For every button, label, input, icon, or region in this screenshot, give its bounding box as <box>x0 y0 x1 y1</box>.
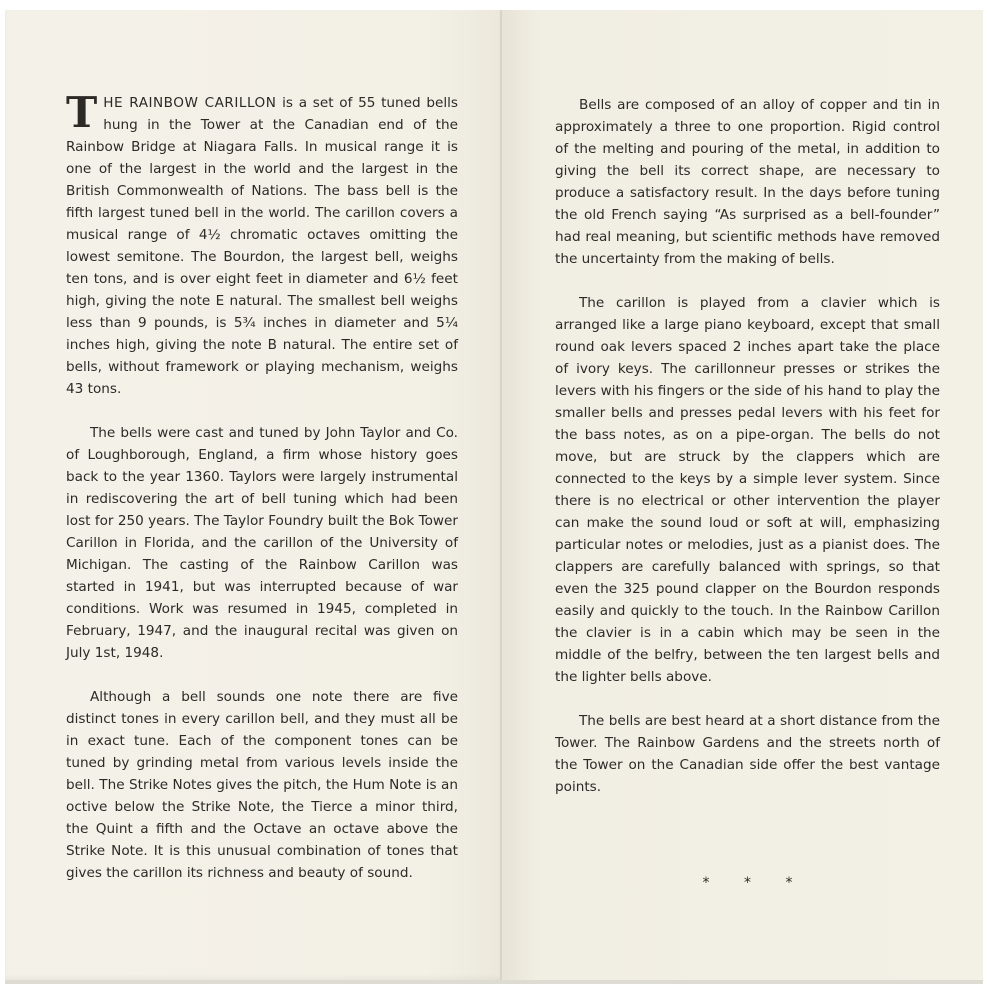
intro-paragraph <box>66 88 459 400</box>
intro-lead-caps: HE RAINBOW CARILLON <box>103 95 277 111</box>
left-text-column <box>66 88 459 884</box>
asterism-ornament: * * * <box>702 875 793 891</box>
intro-text: is a set of 55 tuned bells hung in the Tower at the Canadian end of the Rainbow Bridge at Niagara Falls. In musical range it is one of the largest in the world and the largest in the British Commonwealth of Nations. The bass bell is the fifth largest tuned bell in the world. The carillon covers a musical range of 4½ chromatic octaves omitting the lowest semitone. The Bourdon, the largest bell, weighs ten tons, and is over eight feet in diameter and 6½ feet high, giving the note E natural. The smallest bell weighs less than 9 pounds, is 5¾ inches in diameter and 5¼ inches high, giving the note B natural. The entire set of bells, without framework or playing mechanism, weighs 43 tons. <box>66 95 459 397</box>
page-bottom-edge <box>5 980 983 984</box>
vantage-paragraph: The bells are best heard at a short distance from the Tower. The Rainbow Gardens and the streets north of the Tower on the Canadian side offer the best vantage points. <box>555 713 940 795</box>
foundry-paragraph: The bells were cast and tuned by John Taylor and Co. of Loughborough, England, a firm whose history goes back to the year 1360. Taylors were largely instrumental in rediscovering the art of bell tuning which had been lost for 250 years. The Taylor Foundry built the Bok Tower Carillon in Florida, and the carillon of the University of Michigan. The casting of the Rainbow Carillon was started in 1941, but was interrupted because of war conditions. Work was resumed in 1945, completed in February, 1947, and the inaugural recital was given on July 1st, 1948. <box>66 425 458 661</box>
clavier-paragraph: The carillon is played from a clavier which is arranged like a large piano keyboard, except that small round oak levers spaced 2 inches apart take the place of ivory keys. The carillonneur presses or strikes the levers with his fingers or the side of his hand to play the smaller bells and presses pedal levers with his feet for the bass notes, as on a pipe-organ. The bells do not move, but are struck by the clappers which are connected to the keys by a simple lever system. Since there is no electrical or other intervention the player can make the sound loud or soft at will, emphasizing particular notes or melodies, just as a pianist does. The clappers are carefully balanced with springs, so that even the 325 pound clapper on the Bourdon responds easily and quickly to the touch. In the Rainbow Carillon the clavier is in a cabin which may be seen in the middle of the belfry, between the ten largest bells and the lighter bells above. <box>555 295 940 685</box>
drop-cap-letter: T <box>66 88 98 137</box>
tones-paragraph: Although a bell sounds one note there are five distinct tones in every carillon bell, and they must all be in exact tune. Each of the component tones can be tuned by grinding metal from various levels inside the bell. The Strike Notes gives the pitch, the Hum Note is an octive below the Strike Note, the Tierce a minor third, the Quint a fifth and the Octave an octave above the Strike Note. It is this unusual combination of tones that gives the carillon its richness and beauty of sound. <box>66 689 458 881</box>
alloy-paragraph: Bells are composed of an alloy of copper and tin in approximately a three to one proportion. Rigid control of the melting and pouring of the metal, in addition to giving the bell its correct shape, are necessary to produce a satisfactory result. In the days before tuning the old French saying “As surprised as a bell-founder” had real meaning, but scientific methods have removed the uncertainty from the making of bells. <box>555 97 940 267</box>
center-fold <box>500 10 502 980</box>
right-text-column <box>555 94 940 798</box>
